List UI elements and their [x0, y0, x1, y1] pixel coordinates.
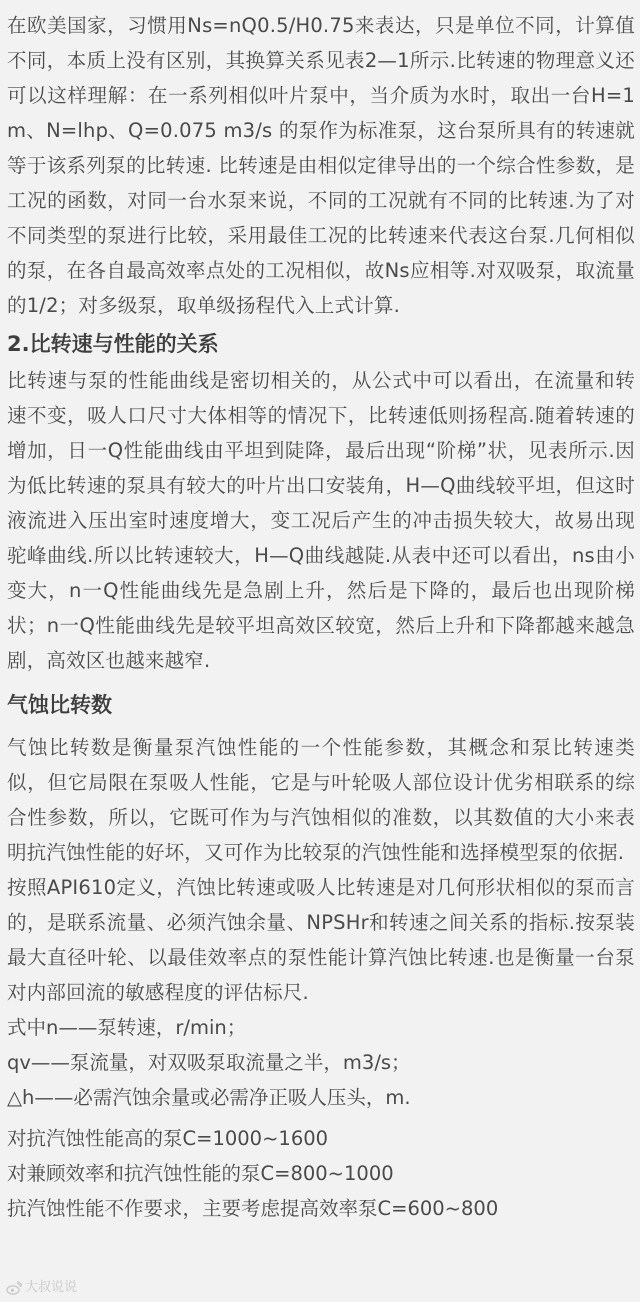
formula-line-qv: qv——泵流量，对双吸泵取流量之半，m3/s；	[7, 1051, 411, 1074]
paragraph-cavitation-number: 气蚀比转数是衡量泵汽蚀性能的一个性能参数，其概念和泵比转速类似，但它局限在泵吸人性能，它是与叶轮吸人部位设计优劣相联系的综合性参数，所以，它既可作为与汽蚀相似的准数，以其数值的大小来表明抗汽蚀性能的好坏，又可作为比较泵的汽蚀性能和选择模型泵的依据.	[7, 736, 635, 864]
paragraph-api610: 按照API610定义，汽蚀比转速或吸人比转速是对几何形状相似的泵而言的，是联系流量、必须汽蚀余量、NPSHr和转速之间关系的指标.按泵装最大直径叶轮、以最佳效率点的泵性能计算汽蚀比转速.也是衡量一台泵对内部回流的敏感程度的评估标尺.	[7, 876, 635, 1004]
article-body	[7, 8, 635, 1226]
paragraph-performance-curves: 比转速与泵的性能曲线是密切相关的，从公式中可以看出，在流量和转速不变，吸人口尺寸大体相等的情况下，比转速低则扬程高.随着转速的增加，日一Q性能曲线由平坦到陡降，最后出现“阶梯”状，见表所示.因为低比转速的泵具有较大的叶片出口安装角，H—Q曲线较平坦，但这时液流进入压出室时速度增大，变工况后产生的冲击损失较大，故易出现驼峰曲线.所以比转速较大，H—Q曲线越陡.从表中还可以看出，ns由小变大，n一Q性能曲线先是急剧上升，然后是下降的，最后也出现阶梯状；n一Q性能曲线先是较平坦高效区较宽，然后上升和下降都越来越急剧，高效区也越来越窄.	[7, 369, 635, 672]
range-line-balanced: 对兼顾效率和抗汽蚀性能的泵C=800~1000	[7, 1162, 394, 1185]
range-line-efficiency: 抗汽蚀性能不作要求，主要考虑提高效率泵C=600~800	[7, 1197, 499, 1220]
watermark-text: 大叔说说	[25, 1280, 78, 1295]
watermark	[6, 1279, 77, 1297]
spacer	[7, 678, 635, 684]
weibo-icon	[6, 1281, 22, 1295]
section-heading-performance: 2.比转速与性能的关系	[7, 332, 219, 356]
formula-line-dh: △h——必需汽蚀余量或必需净正吸人压头，m.	[7, 1086, 411, 1109]
section-heading-cavitation: 气蚀比转数	[7, 693, 112, 717]
formula-line-n: 式中n——泵转速，r/min；	[7, 1016, 247, 1039]
range-line-high: 对抗汽蚀性能高的泵C=1000~1600	[7, 1127, 329, 1150]
paragraph-specific-speed-definition: 在欧美国家，习惯用Ns=nQ0.5/H0.75来表达，只是单位不同，计算值不同，本质上没有区别，其换算关系见表2—1所示.比转速的物理意义还可以这样理解：在一系列相似叶片泵中，当介质为水时，取出一台H=1m、N=lhp、Q=0.075 m3/s 的泵作为标准泵，这台泵所具有的转速就等于该系列泵的比转速. 比转速是由相似定律导出的一个综合性参数，是工况的函数，对同一台水泵来说，不同的工况就有不同的比转速.为了对不同类型的泵进行比较，采用最佳工况的比转速来代表这台泵.几何相似的泵，在各自最高效率点处的工况相似，故Ns应相等.对双吸泵，取流量的1/2；对多级泵，取单级扬程代入上式计算.	[7, 14, 635, 317]
